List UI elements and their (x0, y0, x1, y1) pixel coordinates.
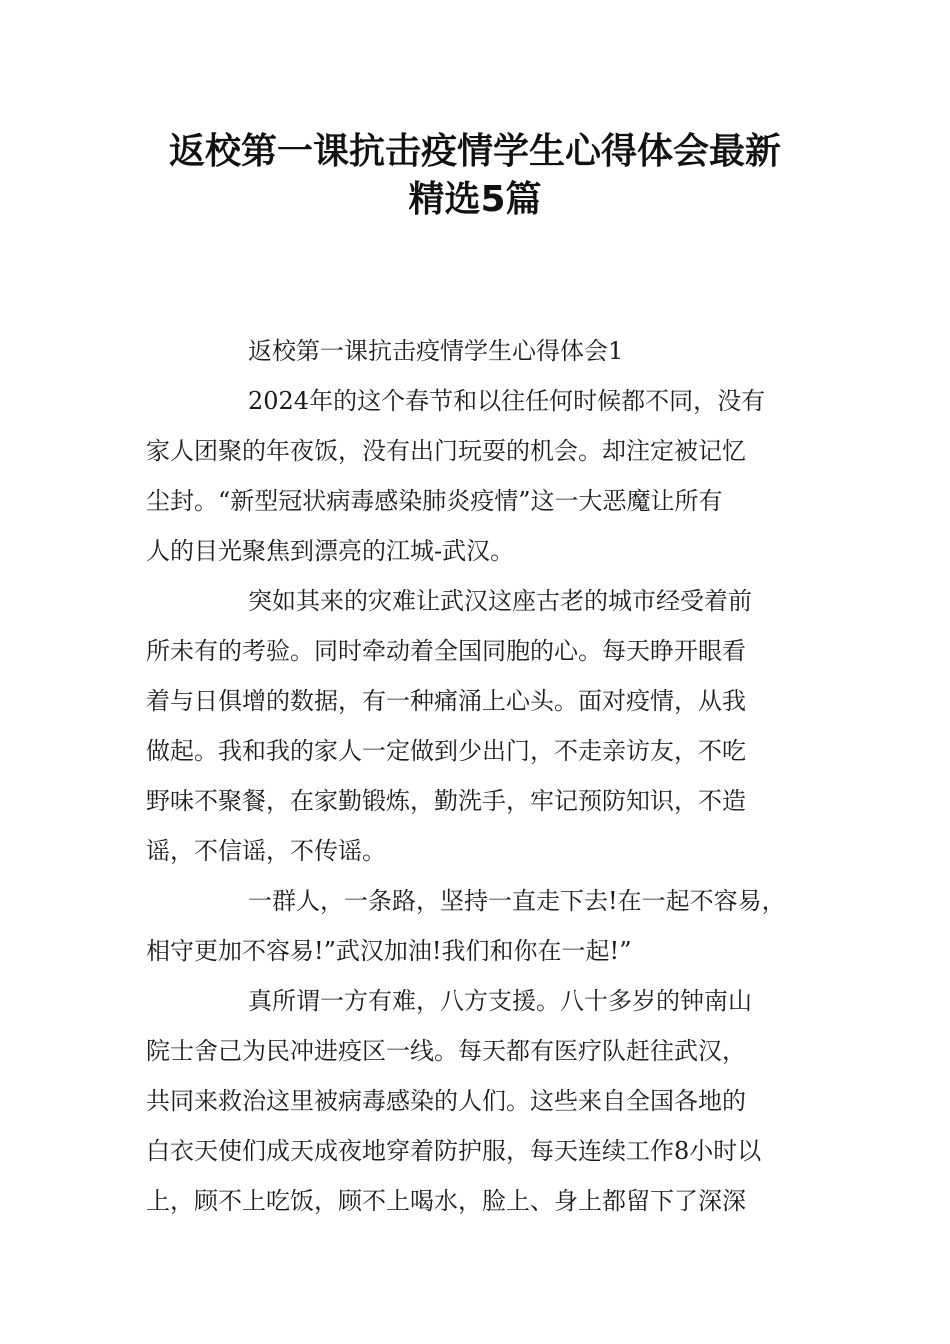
paragraph-line: 所未有的考验。同时牵动着全国同胞的心。每天睁开眼看 (146, 637, 746, 665)
paragraph-line: 着与日俱增的数据，有一种痛涌上心头。面对疫情，从我 (146, 687, 746, 715)
paragraph-line: 人的目光聚焦到漂亮的江城-武汉。 (146, 537, 515, 565)
paragraph-line: 一群人，一条路，坚持一直走下去!在一起不容易， (248, 887, 786, 915)
paragraph-line: 突如其来的灾难让武汉这座古老的城市经受着前 (248, 587, 752, 615)
paragraph-line: 野味不聚餐，在家勤锻炼，勤洗手，牢记预防知识，不造 (146, 787, 746, 815)
paragraph-line: 做起。我和我的家人一定做到少出门，不走亲访友，不吃 (146, 737, 746, 765)
document-title-line-2: 精选5篇 (408, 179, 542, 220)
paragraph-line: 白衣天使们成天成夜地穿着防护服，每天连续工作8小时以 (146, 1137, 762, 1165)
paragraph-line: 共同来救治这里被病毒感染的人们。这些来自全国各地的 (146, 1087, 746, 1115)
paragraph-line: 尘封。“新型冠状病毒感染肺炎疫情”这一大恶魔让所有 (146, 487, 723, 515)
paragraph-line: 2024年的这个春节和以往任何时候都不同，没有 (248, 387, 766, 415)
paragraph-line: 院士舍己为民冲进疫区一线。每天都有医疗队赶往武汉， (146, 1037, 746, 1065)
paragraph-line: 相守更加不容易!”武汉加油!我们和你在一起!” (146, 937, 632, 965)
paragraph-line: 谣，不信谣，不传谣。 (146, 837, 386, 865)
paragraph-line: 家人团聚的年夜饭，没有出门玩耍的机会。却注定被记忆 (146, 437, 746, 465)
paragraph-line: 上，顾不上吃饭，顾不上喝水，脸上、身上都留下了深深 (146, 1187, 746, 1215)
document-title-line-1: 返校第一课抗击疫情学生心得体会最新 (168, 131, 781, 172)
section-heading: 返校第一课抗击疫情学生心得体会1 (248, 337, 624, 365)
paragraph-line: 真所谓一方有难，八方支援。八十多岁的钟南山 (248, 987, 752, 1015)
